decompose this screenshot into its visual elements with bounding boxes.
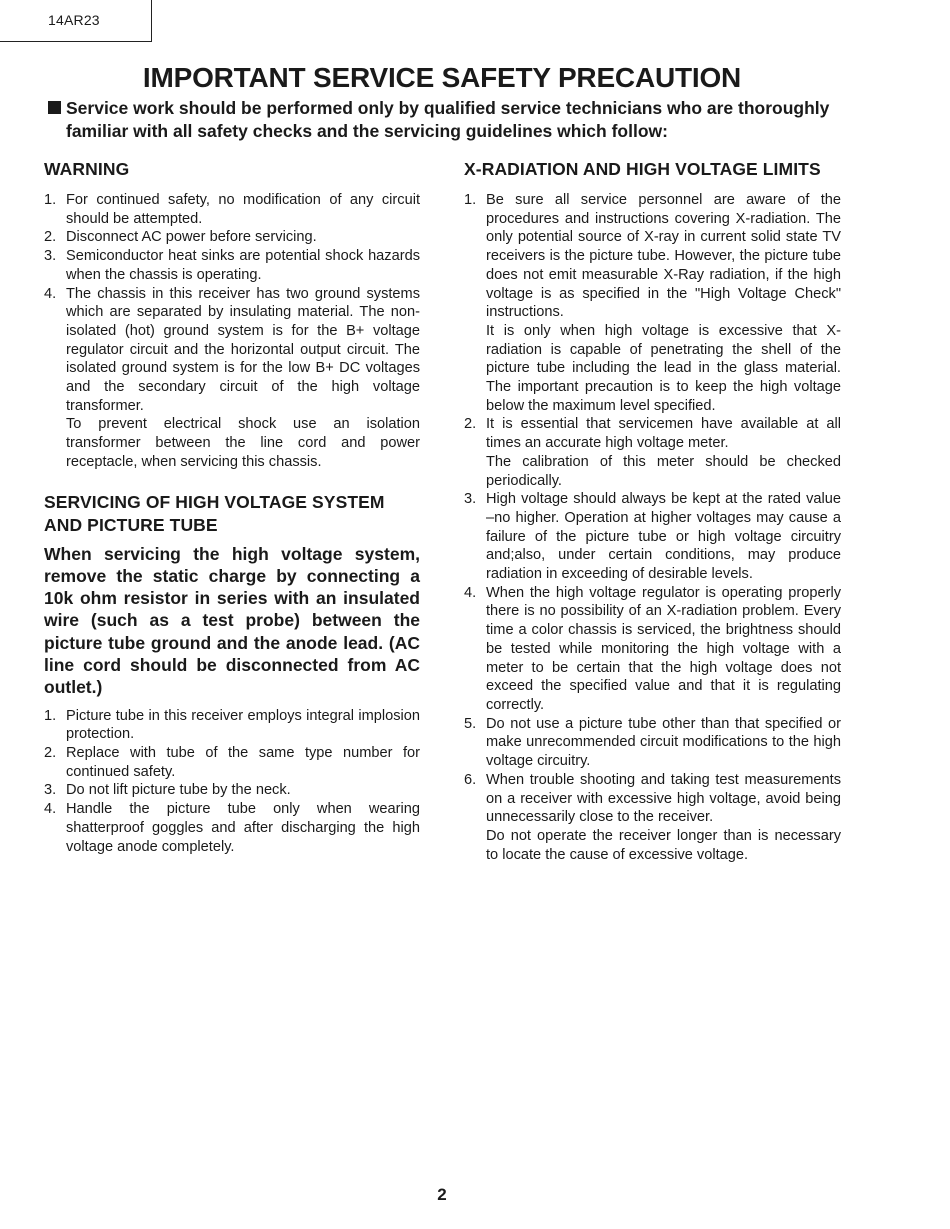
item-number: 4. xyxy=(44,801,57,818)
item-number: 2. xyxy=(464,416,477,433)
item-number: 5. xyxy=(464,715,477,732)
item-text: When the high voltage regulator is operating properly there is no possibility of an X-radiation problem. Every time a color chassis is serviced, the brightness should be tested while monitoring the high voltage with a meter to be certain that the high voltage does not exceed the specified value and that it is regulating correctly. xyxy=(486,584,841,713)
xray-list xyxy=(464,191,841,864)
list-item xyxy=(44,191,420,228)
list-item xyxy=(44,781,420,800)
list-item xyxy=(464,191,841,415)
item-text: Do not use a picture tube other than that specified or make unrecommended circuit modifications to the high voltage circuitry. xyxy=(486,715,841,770)
item-number: 1. xyxy=(44,707,57,724)
item-number: 3. xyxy=(44,248,57,265)
square-bullet-icon xyxy=(48,101,61,114)
page-number: 2 xyxy=(437,1185,447,1204)
list-item xyxy=(464,490,841,584)
intro-text: Service work should be performed only by qualified service technicians who are thoroughly familiar with all safety checks and the servicing guidelines which follow: xyxy=(66,98,830,141)
page-title: IMPORTANT SERVICE SAFETY PRECAUTION xyxy=(142,62,742,93)
model-number-tab xyxy=(0,0,152,42)
item-number: 1. xyxy=(44,192,57,208)
item-text: Be sure all service personnel are aware of the procedures and instructions covering X-radiation. The only potential source of X-ray in current solid state TV receivers is the picture tube. However, the picture tube does not emit measurable X-Ray radiation, if the high voltage is as specified in the "High Voltage Check" instructions. xyxy=(486,192,841,321)
picture-tube-list xyxy=(44,707,420,857)
list-item xyxy=(464,771,841,865)
left-column xyxy=(44,158,420,856)
item-number: 3. xyxy=(464,491,477,508)
servicing-heading: SERVICING OF HIGH VOLTAGE SYSTEM AND PICTURE TUBE xyxy=(44,491,385,535)
xray-heading: X-RADIATION AND HIGH VOLTAGE LIMITS xyxy=(464,159,821,179)
item-text: Semiconductor heat sinks are potential shock hazards when the chassis is operating. xyxy=(66,248,420,283)
item-number: 4. xyxy=(44,285,57,302)
list-item xyxy=(44,247,420,284)
list-item xyxy=(44,800,420,856)
servicing-note: When servicing the high voltage system, remove the static charge by connecting a 10k ohm resistor in series with an insulated wire (such as a test probe) between the picture tube ground and the anode lead. (AC line cord should be disconnected from AC outlet.) xyxy=(44,543,420,698)
item-text: Disconnect AC power before servicing. xyxy=(66,229,317,246)
item-text: It is essential that servicemen have available at all times an accurate high voltage meter. xyxy=(486,416,841,452)
item-number: 4. xyxy=(464,584,477,601)
item-text: The chassis in this receiver has two ground systems which are separated by insulating material. The non-isolated (hot) ground system is for the B+ voltage regulator circuit and the horizontal output circuit. The isolated ground system is for the low B+ DC voltages and the secondary circuit of the high voltage transformer. xyxy=(66,285,420,414)
list-item xyxy=(464,584,841,715)
item-number: 1. xyxy=(464,192,477,208)
list-item xyxy=(464,715,841,771)
list-item xyxy=(44,744,420,781)
item-number: 2. xyxy=(44,229,57,246)
item-text: Do not operate the receiver longer than is necessary to locate the cause of excessive voltage. xyxy=(486,827,841,863)
right-column xyxy=(464,158,841,864)
warning-heading: WARNING xyxy=(44,159,130,179)
list-item xyxy=(464,415,841,490)
item-number: 6. xyxy=(464,771,477,788)
item-text: Do not lift picture tube by the neck. xyxy=(66,782,291,799)
model-number: 14AR23 xyxy=(48,12,100,28)
item-text: Handle the picture tube only when wearing shatterproof goggles and after discharging the high voltage anode completely. xyxy=(66,801,420,855)
item-text: High voltage should always be kept at the rated value –no higher. Operation at higher voltages may cause a failure of the picture tube or high voltage circuitry and;also, under certain conditions, may produce radiation in exceeding of desirable levels. xyxy=(486,491,841,583)
list-item xyxy=(44,707,420,744)
item-text: To prevent electrical shock use an isolation transformer between the line cord and power receptacle, when servicing this chassis. xyxy=(66,416,420,470)
item-text: Replace with tube of the same type number for continued safety. xyxy=(66,745,420,780)
item-text: For continued safety, no modification of any circuit should be attempted. xyxy=(66,192,420,227)
item-text: When trouble shooting and taking test measurements on a receiver with excessive high voltage, avoid being unnecessarily close to the receiver. xyxy=(486,771,841,826)
intro-statement xyxy=(48,97,848,143)
item-text: It is only when high voltage is excessive that X-radiation is capable of penetrating the shell of the picture tube including the lead in the glass material. The important precaution is to keep the high voltage below the maximum level specified. xyxy=(486,322,841,414)
item-number: 3. xyxy=(44,782,57,799)
warning-list xyxy=(44,191,420,472)
item-text: The calibration of this meter should be checked periodically. xyxy=(486,453,841,489)
item-number: 2. xyxy=(44,745,57,762)
item-text: Picture tube in this receiver employs integral implosion protection. xyxy=(66,707,420,743)
list-item xyxy=(44,228,420,247)
list-item xyxy=(44,285,420,472)
